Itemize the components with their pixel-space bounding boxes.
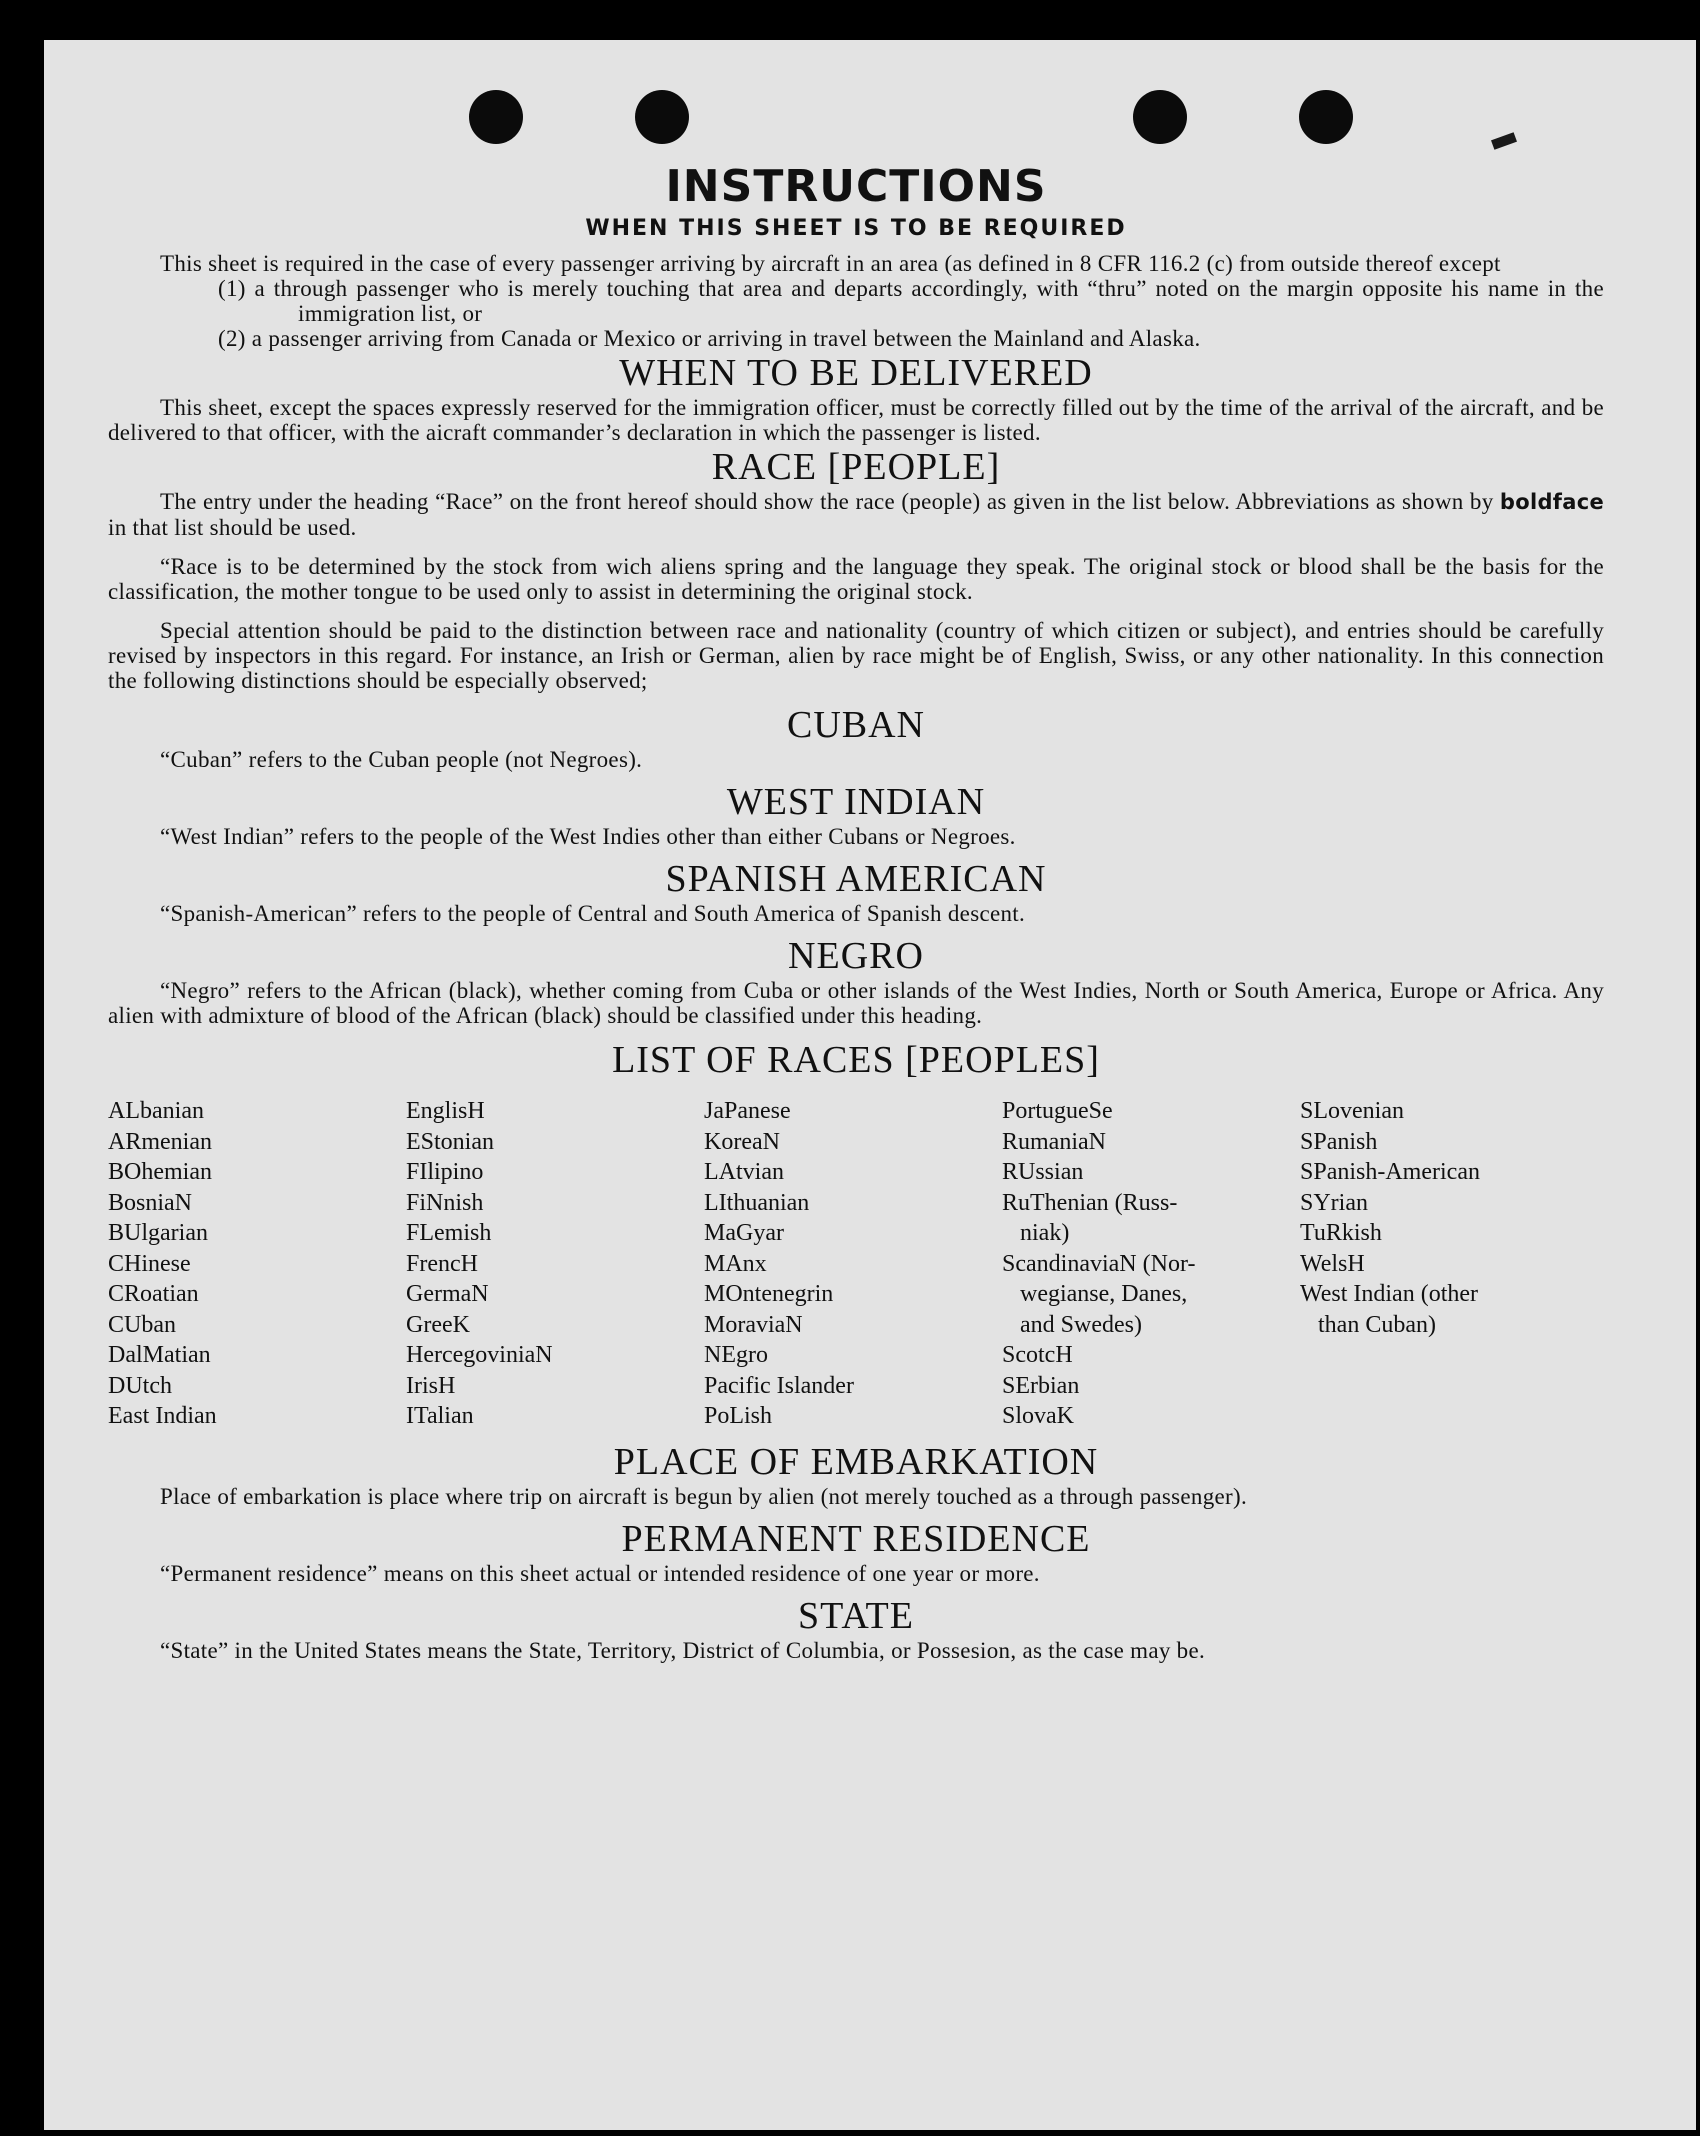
race-item: BOhemian xyxy=(108,1159,212,1185)
race-item: MaGyar xyxy=(704,1220,784,1246)
race-item: WelsH xyxy=(1300,1250,1365,1277)
race-item: IrisH xyxy=(406,1372,456,1399)
race-item: CUban xyxy=(108,1311,176,1338)
race-item: CHinese xyxy=(108,1250,191,1277)
race-item: SlovaK xyxy=(1002,1403,1074,1429)
race-item: SPanish-American xyxy=(1300,1159,1480,1185)
race-item: wegianse, Danes, xyxy=(1002,1281,1188,1307)
section-heading-west-indian: WEST INDIAN xyxy=(726,781,986,823)
race-item: SYrian xyxy=(1300,1189,1368,1216)
delivered-paragraph: This sheet, except the spaces expressly reserved for the immigration officer, must be correctly filled out by the time of the arrival of the aircraft, and be delivered to that officer, with the aicraft commander’s declaration in which the passenger is listed. xyxy=(108,395,1604,445)
page-subtitle: WHEN THIS SHEET IS TO BE REQUIRED xyxy=(585,216,1127,241)
race-item: MAnx xyxy=(704,1250,767,1277)
race-item: CRoatian xyxy=(108,1281,199,1307)
section-heading-cuban: CUBAN xyxy=(786,704,926,746)
race-item: ARmenian xyxy=(108,1128,212,1155)
race-item: FLemish xyxy=(406,1220,492,1246)
race-item: EStonian xyxy=(406,1128,494,1155)
race-item: East Indian xyxy=(108,1403,217,1429)
race-item: GreeK xyxy=(406,1311,470,1338)
negro-paragraph: “Negro” refers to the African (black), whether coming from Cuba or other islands of the West Indies, North or South America, Europe or Africa. Any alien with admixture of blood of the African (black) should be classified under this heading. xyxy=(108,978,1604,1028)
race-item: BUlgarian xyxy=(108,1220,208,1246)
race-item: RUssian xyxy=(1002,1159,1084,1185)
section-heading-delivered: WHEN TO BE DELIVERED xyxy=(619,352,1093,394)
race-item: than Cuban) xyxy=(1300,1311,1436,1338)
race-column xyxy=(1300,1096,1598,1432)
race-item: FrencH xyxy=(406,1250,478,1277)
intro-paragraph: This sheet is required in the case of every passenger arriving by aircraft in an area (as defined in 8 CFR 116.2 (c) from outside thereof except xyxy=(160,251,1501,276)
race-column xyxy=(108,1096,406,1432)
race-item: NEgro xyxy=(704,1342,768,1368)
page-title: INSTRUCTIONS xyxy=(665,161,1047,212)
race-item: MOntenegrin xyxy=(704,1281,834,1307)
race-item: FiNnish xyxy=(406,1189,484,1216)
race-item: SPanish xyxy=(1300,1128,1378,1155)
race-item: KoreaN xyxy=(704,1128,780,1155)
race-column xyxy=(704,1096,1002,1432)
race-item: MoraviaN xyxy=(704,1311,803,1338)
boldface-word: boldface xyxy=(1499,490,1604,514)
ink-mark xyxy=(1491,132,1517,150)
race-item: TuRkish xyxy=(1300,1220,1382,1246)
race-item: West Indian (other xyxy=(1300,1281,1479,1307)
race-list xyxy=(108,1096,1604,1432)
exception-item: (2) a passenger arriving from Canada or Mexico or arriving in travel between the Mainland and Alaska. xyxy=(218,326,1201,351)
race-item: PoLish xyxy=(704,1403,773,1429)
state-paragraph: “State” in the United States means the State, Territory, District of Columbia, or Possesion, as the case may be. xyxy=(160,1637,1206,1663)
residence-paragraph: “Permanent residence” means on this sheet actual or intended residence of one year or more. xyxy=(160,1560,1040,1586)
race-item: Pacific Islander xyxy=(704,1372,854,1399)
punch-hole xyxy=(469,90,523,144)
embarkation-paragraph: Place of embarkation is place where trip on aircraft is begun by alien (not merely touched as a through passenger). xyxy=(160,1483,1248,1509)
race-item: LIthuanian xyxy=(704,1189,810,1216)
race-item: GermaN xyxy=(406,1281,489,1307)
race-item: LAtvian xyxy=(704,1159,784,1185)
exceptions-list xyxy=(108,276,1604,351)
race-text: The entry under the heading “Race” on the front hereof should show the race (people) as given in the list below. Abbreviations as shown by xyxy=(160,489,1500,514)
exception-item: (1) a through passenger who is merely touching that area and departs accordingly, with “thru” noted on the margin opposite his name in the immigration list, or xyxy=(218,276,1604,326)
section-heading-negro: NEGRO xyxy=(788,935,924,977)
race-item: FIlipino xyxy=(406,1159,484,1185)
instructions-content xyxy=(108,163,1604,1663)
race-item: BosniaN xyxy=(108,1189,192,1216)
race-item: ALbanian xyxy=(108,1098,204,1124)
race-paragraph-2: “Race is to be determined by the stock from wich aliens spring and the language they speak. The original stock or blood shall be the basis for the classification, the mother tongue to be used only to assist in determining the original stock. xyxy=(108,554,1604,604)
section-heading-embarkation: PLACE OF EMBARKATION xyxy=(613,1440,1099,1483)
section-heading-state: STATE xyxy=(798,1594,914,1637)
spanish-american-paragraph: “Spanish-American” refers to the people of Central and South America of Spanish descent. xyxy=(160,901,1026,926)
race-item: niak) xyxy=(1002,1220,1070,1246)
race-item: and Swedes) xyxy=(1002,1311,1142,1338)
race-column xyxy=(406,1096,704,1432)
race-item: DUtch xyxy=(108,1372,172,1399)
race-paragraph-1 xyxy=(108,489,1604,540)
race-item: RumaniaN xyxy=(1002,1128,1106,1155)
race-item: RuThenian (Russ- xyxy=(1002,1189,1178,1216)
punch-hole xyxy=(1133,90,1187,144)
race-item: ITalian xyxy=(406,1403,474,1429)
section-heading-spanish-american: SPANISH AMERICAN xyxy=(665,858,1047,900)
race-item: JaPanese xyxy=(704,1098,791,1124)
race-item: ScotcH xyxy=(1002,1342,1073,1368)
document-page xyxy=(44,40,1696,2130)
section-heading-race: RACE [PEOPLE] xyxy=(711,446,1001,488)
race-item: PortugueSe xyxy=(1002,1098,1113,1124)
punch-hole xyxy=(1299,90,1353,144)
west-indian-paragraph: “West Indian” refers to the people of the West Indies other than either Cubans or Negroes. xyxy=(160,824,1016,849)
section-heading-race-list: LIST OF RACES [PEOPLES] xyxy=(612,1039,1100,1081)
race-column xyxy=(1002,1096,1300,1432)
section-heading-residence: PERMANENT RESIDENCE xyxy=(621,1517,1091,1560)
race-item: SLovenian xyxy=(1300,1098,1404,1124)
race-item: SErbian xyxy=(1002,1372,1080,1399)
race-text: in that list should be used. xyxy=(108,515,357,540)
race-item: HercegoviniaN xyxy=(406,1342,553,1368)
punch-hole xyxy=(635,90,689,144)
cuban-paragraph: “Cuban” refers to the Cuban people (not Negroes). xyxy=(160,747,643,772)
race-item: EnglisH xyxy=(406,1098,485,1124)
race-item: DalMatian xyxy=(108,1342,211,1368)
race-item: ScandinaviaN (Nor- xyxy=(1002,1250,1196,1277)
race-paragraph-3: Special attention should be paid to the distinction between race and nationality (country of which citizen or subject), and entries should be carefully revised by inspectors in this regard. For instance, an Irish or German, alien by race might be of English, Swiss, or any other nationality. In this connection the following distinctions should be especially observed; xyxy=(108,618,1604,693)
